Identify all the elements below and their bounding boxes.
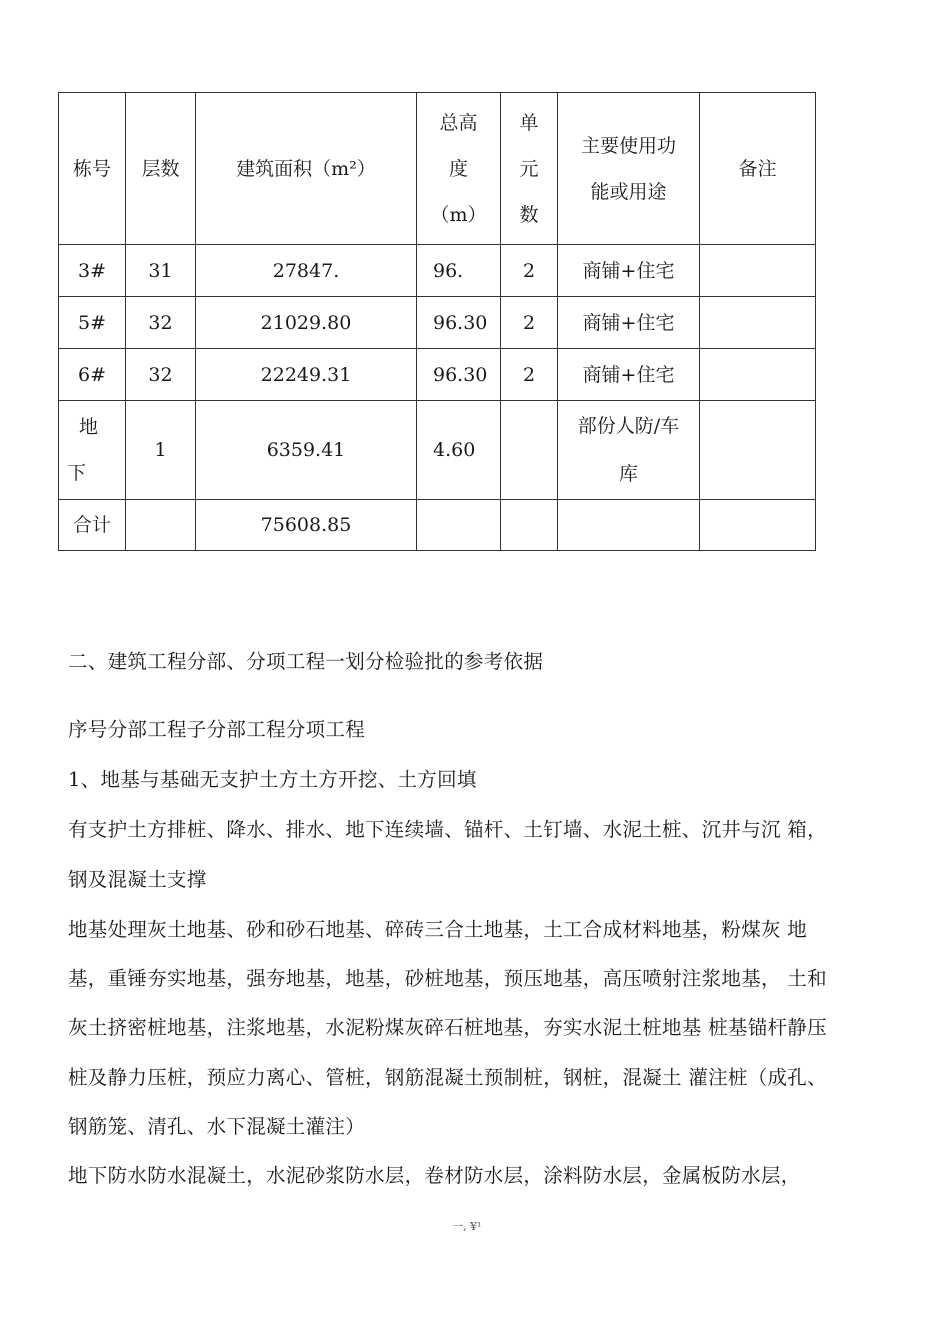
columns-line: 序号分部工程子分部工程分项工程 bbox=[68, 718, 366, 741]
cell-function-line1: 部份人防/车 bbox=[577, 415, 680, 437]
table-row bbox=[59, 297, 816, 349]
table-row bbox=[59, 401, 816, 500]
cell-height: 96.30 bbox=[417, 297, 501, 349]
cell-building-line1: 地 bbox=[79, 416, 99, 438]
cell-height: 4.60 bbox=[417, 401, 501, 500]
total-floors bbox=[126, 500, 196, 551]
paragraph-1: 1、地基与基础无支护土方土方开挖、土方回填 bbox=[68, 768, 477, 791]
cell-area: 21029.80 bbox=[196, 297, 417, 349]
header-remarks: 备注 bbox=[700, 93, 816, 245]
paragraph-3-line3: 灰土挤密桩地基，注浆地基，水泥粉煤灰碎石桩地基，夯实水泥土桩地基 桩基锚杆静压 bbox=[68, 1016, 827, 1039]
page-footer: 一, ¥¹ bbox=[452, 1220, 482, 1233]
total-function bbox=[558, 500, 700, 551]
paragraph-2-line2: 钢及混凝土支撑 bbox=[68, 868, 207, 891]
section-heading: 二、建筑工程分部、分项工程一划分检验批的参考依据 bbox=[68, 650, 544, 673]
cell-remarks bbox=[700, 349, 816, 401]
total-units bbox=[501, 500, 558, 551]
total-area: 75608.85 bbox=[196, 500, 417, 551]
total-label: 合计 bbox=[59, 500, 126, 551]
cell-area: 6359.41 bbox=[196, 401, 417, 500]
cell-remarks bbox=[700, 245, 816, 297]
cell-floors: 1 bbox=[126, 401, 196, 500]
cell-floors: 32 bbox=[126, 349, 196, 401]
header-area: 建筑面积（m²） bbox=[196, 93, 417, 245]
cell-area: 22249.31 bbox=[196, 349, 417, 401]
total-height bbox=[417, 500, 501, 551]
cell-floors: 32 bbox=[126, 297, 196, 349]
paragraph-4: 地下防水防水混凝土，水泥砂浆防水层，卷材防水层，涂料防水层，金属板防水层， bbox=[68, 1164, 801, 1187]
header-units-line3: 数 bbox=[519, 203, 539, 226]
cell-function: 商铺+住宅 bbox=[558, 297, 700, 349]
table-row bbox=[59, 245, 816, 297]
cell-units: 2 bbox=[501, 297, 558, 349]
header-units-line2: 元 bbox=[519, 157, 539, 180]
paragraph-3-line1: 地基处理灰土地基、砂和砂石地基、碎砖三合土地基，土工合成材料地基，粉煤灰 地 bbox=[68, 918, 808, 941]
header-units-line1: 单 bbox=[519, 111, 539, 134]
cell-height: 96.30 bbox=[417, 349, 501, 401]
paragraph-3-line4: 桩及静力压桩，预应力离心、管桩，钢筋混凝土预制桩，钢桩，混凝土 灌注桩（成孔、 bbox=[68, 1066, 827, 1089]
header-height-line3: （m） bbox=[430, 203, 487, 226]
cell-units bbox=[501, 401, 558, 500]
cell-floors: 31 bbox=[126, 245, 196, 297]
paragraph-2-line1: 有支护土方排桩、降水、排水、地下连续墙、锚杆、土钉墙、水泥土桩、沉井与沉 箱， bbox=[68, 818, 827, 841]
header-floors: 层数 bbox=[126, 93, 196, 245]
cell-building-line2: 下 bbox=[67, 462, 87, 484]
cell-units: 2 bbox=[501, 245, 558, 297]
header-height-line1: 总高 bbox=[439, 111, 478, 134]
cell-units: 2 bbox=[501, 349, 558, 401]
cell-remarks bbox=[700, 297, 816, 349]
header-function-line2: 能或用途 bbox=[590, 180, 667, 203]
header-height-line2: 度 bbox=[448, 157, 468, 180]
header-function-line1: 主要使用功 bbox=[580, 134, 676, 157]
header-height bbox=[417, 93, 501, 245]
cell-function: 商铺+住宅 bbox=[558, 349, 700, 401]
header-building-no: 栋号 bbox=[59, 93, 126, 245]
cell-building bbox=[59, 401, 126, 500]
cell-building: 6# bbox=[59, 349, 126, 401]
cell-function-line2: 库 bbox=[618, 463, 638, 485]
table-total-row bbox=[59, 500, 816, 551]
cell-function bbox=[558, 401, 700, 500]
total-remarks bbox=[700, 500, 816, 551]
header-function bbox=[558, 93, 700, 245]
table-header-row bbox=[59, 93, 816, 245]
cell-area: 27847. bbox=[196, 245, 417, 297]
cell-building: 3# bbox=[59, 245, 126, 297]
building-info-table bbox=[58, 92, 816, 551]
header-units bbox=[501, 93, 558, 245]
paragraph-3-line2: 基，重锤夯实地基，强夯地基，地基，砂桩地基，预压地基，高压喷射注浆地基， 土和 bbox=[68, 967, 827, 990]
cell-function: 商铺+住宅 bbox=[558, 245, 700, 297]
paragraph-3-line5: 钢筋笼、清孔、水下混凝土灌注） bbox=[68, 1115, 366, 1138]
table-row bbox=[59, 349, 816, 401]
cell-height: 96. bbox=[417, 245, 501, 297]
cell-building: 5# bbox=[59, 297, 126, 349]
cell-remarks bbox=[700, 401, 816, 500]
